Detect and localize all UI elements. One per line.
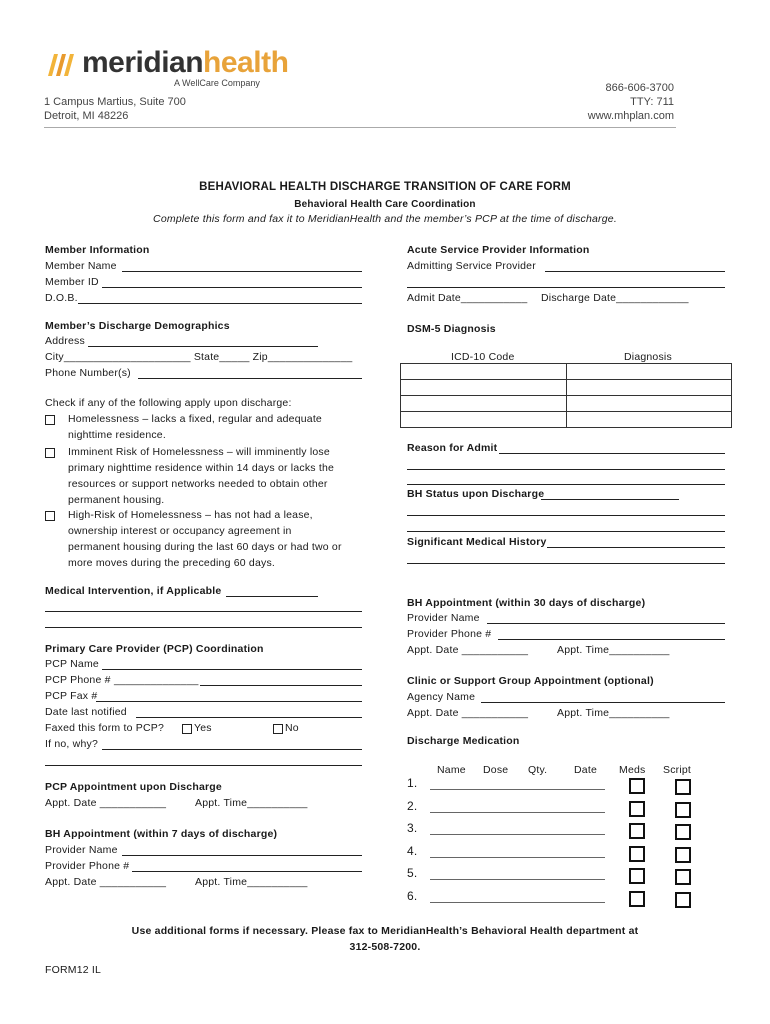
acute-heading: Acute Service Provider Information — [407, 244, 590, 256]
med-row-number: 1. — [407, 776, 418, 790]
medical-intervention-field[interactable] — [226, 596, 318, 597]
pcp-fax-label: PCP Fax # — [45, 690, 98, 702]
script-checkbox[interactable] — [675, 869, 691, 885]
bh7-appt-date[interactable]: Appt. Date ___________ — [45, 876, 167, 888]
bh30-phone-field[interactable] — [498, 639, 725, 640]
form-number: FORM12 IL — [45, 964, 102, 976]
med-row-number: 5. — [407, 866, 418, 880]
icd-cell[interactable] — [401, 364, 567, 380]
checklist-line: more moves during the preceding 60 days. — [68, 557, 276, 569]
tty: TTY: 711 — [630, 96, 674, 108]
clinic-appt-time[interactable]: Appt. Time__________ — [557, 707, 670, 719]
if-no-field[interactable] — [102, 749, 362, 750]
med-row-number: 3. — [407, 821, 418, 835]
bh7-provider-label: Provider Name — [45, 844, 118, 856]
form-subtitle: Behavioral Health Care Coordination — [294, 199, 476, 210]
script-checkbox[interactable] — [675, 892, 691, 908]
website: www.mhplan.com — [587, 110, 674, 122]
bh30-appt-date[interactable]: Appt. Date ___________ — [407, 644, 529, 656]
clinic-appt-date[interactable]: Appt. Date ___________ — [407, 707, 529, 719]
reason-label: Reason for Admit — [407, 442, 498, 454]
bh30-phone-label: Provider Phone # — [407, 628, 492, 640]
member-name-field[interactable] — [122, 271, 362, 272]
medication-heading: Discharge Medication — [407, 735, 520, 747]
pcp-name-label: PCP Name — [45, 658, 99, 670]
admitting-label: Admitting Service Provider — [407, 260, 536, 272]
table-row — [401, 412, 732, 428]
bh7-provider-field[interactable] — [122, 855, 362, 856]
pcp-phone-field[interactable] — [200, 685, 362, 686]
faxed-label: Faxed this form to PCP? — [45, 722, 164, 734]
bh-status-field[interactable] — [541, 499, 679, 500]
brand-subtitle: A WellCare Company — [174, 78, 260, 88]
bh-status-line[interactable] — [407, 531, 725, 532]
meds-checkbox[interactable] — [629, 846, 645, 862]
med-row-number: 4. — [407, 843, 418, 858]
med-row-line[interactable] — [430, 834, 605, 835]
member-name-label: Member Name — [45, 260, 117, 272]
pcp-phone-label: PCP Phone # — [45, 674, 111, 686]
sig-history-field[interactable] — [547, 547, 725, 548]
med-col-dose: Dose — [483, 764, 509, 776]
if-no-line[interactable] — [45, 765, 362, 766]
checklist-intro: Check if any of the following apply upon discharge: — [45, 397, 292, 409]
dob-field[interactable] — [78, 303, 362, 304]
pcp-heading: Primary Care Provider (PCP) Coordination — [45, 643, 264, 655]
checklist-line: permanent housing during the last 60 days or had two or — [68, 541, 342, 553]
med-row-line[interactable] — [430, 789, 605, 790]
checklist-line: Imminent Risk of Homelessness – will imminently lose — [68, 446, 330, 458]
phone-numbers-label: Phone Number(s) — [45, 367, 131, 379]
bh30-heading: BH Appointment (within 30 days of discharge) — [407, 597, 646, 609]
checklist-line: nighttime residence. — [68, 429, 166, 441]
med-row-line[interactable] — [430, 902, 605, 903]
pcp-appt-date[interactable]: Appt. Date ___________ — [45, 797, 167, 809]
bh7-heading: BH Appointment (within 7 days of discharge) — [45, 828, 278, 840]
medical-intervention-line[interactable] — [45, 627, 362, 628]
meds-checkbox[interactable] — [629, 801, 645, 817]
med-row-line[interactable] — [430, 812, 605, 813]
meridian-logo-icon — [44, 48, 78, 82]
dob-label: D.O.B. — [45, 292, 78, 304]
address-label: Address — [45, 335, 85, 347]
med-col-meds: Meds — [619, 764, 646, 776]
checklist-line: permanent housing. — [68, 494, 165, 506]
diagnosis-col-header: Diagnosis — [624, 351, 672, 363]
city-state-zip[interactable]: City_____________________ State_____ Zip______________ — [45, 351, 353, 363]
script-checkbox[interactable] — [675, 802, 691, 818]
high-risk-checkbox[interactable] — [45, 511, 55, 521]
clinic-heading: Clinic or Support Group Appointment (optional) — [407, 675, 654, 687]
logo — [44, 44, 289, 90]
diagnosis-cell[interactable] — [567, 364, 732, 380]
address-line-1: 1 Campus Martius, Suite 700 — [44, 96, 186, 108]
reason-line[interactable] — [407, 484, 725, 485]
phone: 866-606-3700 — [605, 82, 674, 94]
diagnosis-cell[interactable] — [567, 412, 732, 428]
imminent-risk-checkbox[interactable] — [45, 448, 55, 458]
diagnosis-cell[interactable] — [567, 396, 732, 412]
table-row — [401, 380, 732, 396]
admit-date[interactable]: Admit Date___________ — [407, 292, 528, 304]
bh7-phone-label: Provider Phone # — [45, 860, 130, 872]
homelessness-checkbox[interactable] — [45, 415, 55, 425]
brand-meridian: meridian — [82, 46, 204, 79]
icd-cell[interactable] — [401, 412, 567, 428]
faxed-no-checkbox[interactable] — [273, 724, 283, 734]
bh7-appt-time[interactable]: Appt. Time__________ — [195, 876, 308, 888]
footer-note-1: Use additional forms if necessary. Please fax to MeridianHealth’s Behavioral Health department at — [131, 925, 639, 937]
admitting-line[interactable] — [407, 287, 725, 288]
address-line-2: Detroit, MI 48226 — [44, 110, 129, 122]
bh30-appt-time[interactable]: Appt. Time__________ — [557, 644, 670, 656]
med-row-number: 6. — [407, 888, 418, 903]
bh-status-label: BH Status upon Discharge — [407, 488, 545, 500]
med-row-line[interactable] — [430, 879, 605, 880]
admitting-field[interactable] — [545, 271, 725, 272]
meds-checkbox[interactable] — [629, 891, 645, 907]
bh-status-line[interactable] — [407, 515, 725, 516]
brand-health: health — [203, 46, 289, 79]
pcp-phone-fill: ______________ — [114, 674, 199, 686]
med-row-number: 2. — [407, 798, 418, 813]
pcp-appt-heading: PCP Appointment upon Discharge — [45, 781, 222, 793]
discharge-date[interactable]: Discharge Date____________ — [541, 292, 689, 304]
med-col-name: Name — [437, 764, 466, 776]
form-instructions: Complete this form and fax it to MeridianHealth and the member’s PCP at the time of discharge. — [153, 213, 617, 225]
checklist-line: primary nighttime residence within 14 days or lacks the — [68, 462, 335, 474]
checklist-line: resources or support networks needed to obtain other — [68, 478, 328, 490]
med-row-line[interactable] — [430, 857, 605, 858]
phone-numbers-field[interactable] — [138, 378, 362, 379]
if-no-label: If no, why? — [45, 738, 98, 750]
demographics-heading: Member’s Discharge Demographics — [45, 320, 230, 332]
med-col-script: Script — [663, 764, 692, 776]
dsm-heading: DSM-5 Diagnosis — [407, 323, 496, 335]
med-col-qty: Qty. — [528, 764, 548, 776]
footer-note-2: 312-508-7200. — [349, 941, 421, 953]
med-col-date: Date — [574, 764, 597, 776]
meds-checkbox[interactable] — [629, 778, 645, 794]
member-id-field[interactable] — [102, 287, 362, 288]
medical-intervention-label: Medical Intervention, if Applicable — [45, 585, 222, 597]
dsm-table — [400, 363, 732, 428]
table-row — [401, 364, 732, 380]
checklist-line: High-Risk of Homelessness – has not had a lease, — [68, 509, 313, 521]
script-checkbox[interactable] — [675, 824, 691, 840]
pcp-fax-field[interactable] — [96, 701, 362, 702]
agency-label: Agency Name — [407, 691, 476, 703]
reason-field[interactable] — [499, 453, 725, 454]
faxed-yes-checkbox[interactable] — [182, 724, 192, 734]
checklist-line: ownership interest or occupancy agreement in — [68, 525, 292, 537]
faxed-no-label: No — [285, 722, 299, 734]
icd-col-header: ICD-10 Code — [451, 351, 515, 363]
member-id-label: Member ID — [45, 276, 99, 288]
header-divider — [44, 127, 676, 128]
agency-field[interactable] — [481, 702, 725, 703]
table-row — [401, 396, 732, 412]
date-notified-label: Date last notified — [45, 706, 127, 718]
date-notified-field[interactable] — [136, 717, 362, 718]
meds-checkbox[interactable] — [629, 823, 645, 839]
pcp-appt-time[interactable]: Appt. Time__________ — [195, 797, 308, 809]
diagnosis-cell[interactable] — [567, 380, 732, 396]
bh30-provider-label: Provider Name — [407, 612, 480, 624]
icd-cell[interactable] — [401, 396, 567, 412]
sig-history-label: Significant Medical History — [407, 536, 547, 548]
member-info-heading: Member Information — [45, 244, 150, 256]
icd-cell[interactable] — [401, 380, 567, 396]
medical-intervention-line[interactable] — [45, 611, 362, 612]
faxed-yes-label: Yes — [194, 722, 212, 734]
bh7-phone-field[interactable] — [132, 871, 362, 872]
script-checkbox[interactable] — [675, 779, 691, 795]
sig-history-line[interactable] — [407, 563, 725, 564]
reason-line[interactable] — [407, 469, 725, 470]
script-checkbox[interactable] — [675, 847, 691, 863]
bh30-provider-field[interactable] — [487, 623, 725, 624]
pcp-name-field[interactable] — [102, 669, 362, 670]
checklist-line: Homelessness – lacks a fixed, regular and adequate — [68, 413, 322, 425]
form-title: BEHAVIORAL HEALTH DISCHARGE TRANSITION OF CARE FORM — [199, 181, 571, 193]
address-field[interactable] — [88, 346, 318, 347]
meds-checkbox[interactable] — [629, 868, 645, 884]
